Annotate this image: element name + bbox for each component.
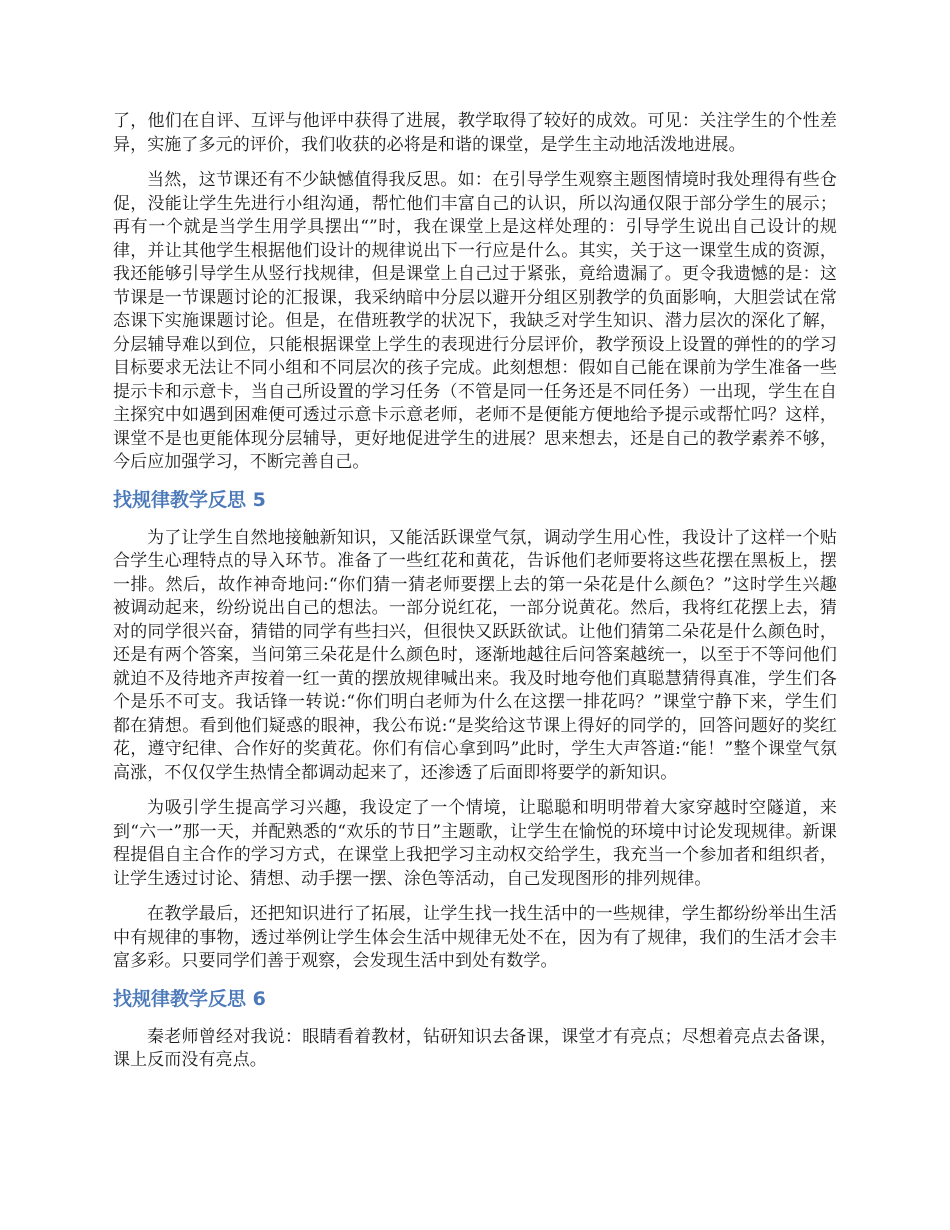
section-heading: 找规律教学反思 5	[113, 488, 266, 511]
paragraph: 了，他们在自评、互评与他评中获得了进展，教学取得了较好的成效。可见：关注学生的个性差异，实施了多元的评价，我们收获的必将是和谐的课堂，是学生主动地活泼地进展。	[113, 111, 837, 155]
paragraph: 当然，这节课还有不少缺憾值得我反思。如：在引导学生观察主题图情境时我处理得有些仓促，没能让学生先进行小组沟通，帮忙他们丰富自己的认识，所以沟通仅限于部分学生的展示；再有一个就是当学生用学具摆出“”时，我在课堂上是这样处理的：引导学生说出自己设计的规律，并让其他学生根据他们设计的规律说出下一行应是什么。其实，关于这一课堂生成的资源，我还能够引导学生从竖行找规律，但是课堂上自己过于紧张，竟给遗漏了。更令我遗憾的是：这节课是一节课题讨论的汇报课，我采纳暗中分层以避开分组区别教学的负面影响，大胆尝试在常态课下实施课题讨论。但是，在借班教学的状况下，我缺乏对学生知识、潜力层次的深化了解，分层辅导难以到位，只能根据课堂上学生的表现进行分层评价，教学预设上设置的弹性的的学习目标要求无法让不同小组和不同层次的孩子完成。此刻想想：假如自己能在课前为学生准备一些提示卡和示意卡，当自己所设置的学习任务（不管是同一任务还是不同任务）一出现，学生在自主探究中如遇到困难便可透过示意卡示意老师，老师不是便能方便地给予提示或帮忙吗？这样，课堂不是也更能体现分层辅导，更好地促进学生的进展？思来想去，还是自己的教学素养不够，今后应加强学习，不断完善自己。	[113, 170, 837, 472]
section-heading: 找规律教学反思 6	[113, 987, 266, 1010]
paragraph: 为吸引学生提高学习兴趣，我设定了一个情境，让聪聪和明明带着大家穿越时空隧道，来到“六一”那一天，并配熟悉的“欢乐的节日”主题歌，让学生在愉悦的环境中讨论发现规律。新课程提倡自主合作的学习方式，在课堂上我把学习主动权交给学生，我充当一个参加者和组织者，让学生透过讨论、猜想、动手摆一摆、涂色等活动，自己发现图形的排列规律。	[113, 798, 837, 889]
paragraph: 在教学最后，还把知识进行了拓展，让学生找一找生活中的一些规律，学生都纷纷举出生活中有规律的事物，透过举例让学生体会生活中规律无处不在，因为有了规律，我们的生活才会丰富多彩。只要同学们善于观察，会发现生活中到处有数学。	[113, 904, 837, 971]
paragraph: 为了让学生自然地接触新知识，又能活跃课堂气氛，调动学生用心性，我设计了这样一个贴合学生心理特点的导入环节。准备了一些红花和黄花，告诉他们老师要将这些花摆在黑板上，摆一排。然后，故作神奇地问:“你们猜一猜老师要摆上去的第一朵花是什么颜色？”这时学生兴趣被调动起来，纷纷说出自己的想法。一部分说红花，一部分说黄花。然后，我将红花摆上去，猜对的同学很兴奋，猜错的同学有些扫兴，但很快又跃跃欲试。让他们猜第二朵花是什么颜色时，还是有两个答案，当问第三朵花是什么颜色时，逐渐地越往后问答案越统一，以至于不等问他们就迫不及待地齐声按着一红一黄的摆放规律喊出来。我及时地夸他们真聪慧猜得真准，学生们各个是乐不可支。我话锋一转说:“你们明白老师为什么在这摆一排花吗？”课堂宁静下来，学生们都在猜想。看到他们疑惑的眼神，我公布说:“是奖给这节课上得好的同学的，回答问题好的奖红花，遵守纪律、合作好的奖黄花。你们有信心拿到吗”此时，学生大声答道:“能！”整个课堂气氛高涨，不仅仅学生热情全都调动起来了，还渗透了后面即将要学的新知识。	[113, 527, 837, 783]
paragraph: 秦老师曾经对我说：眼睛看着教材，钻研知识去备课，课堂才有亮点；尽想着亮点去备课，课上反而没有亮点。	[113, 1026, 837, 1070]
